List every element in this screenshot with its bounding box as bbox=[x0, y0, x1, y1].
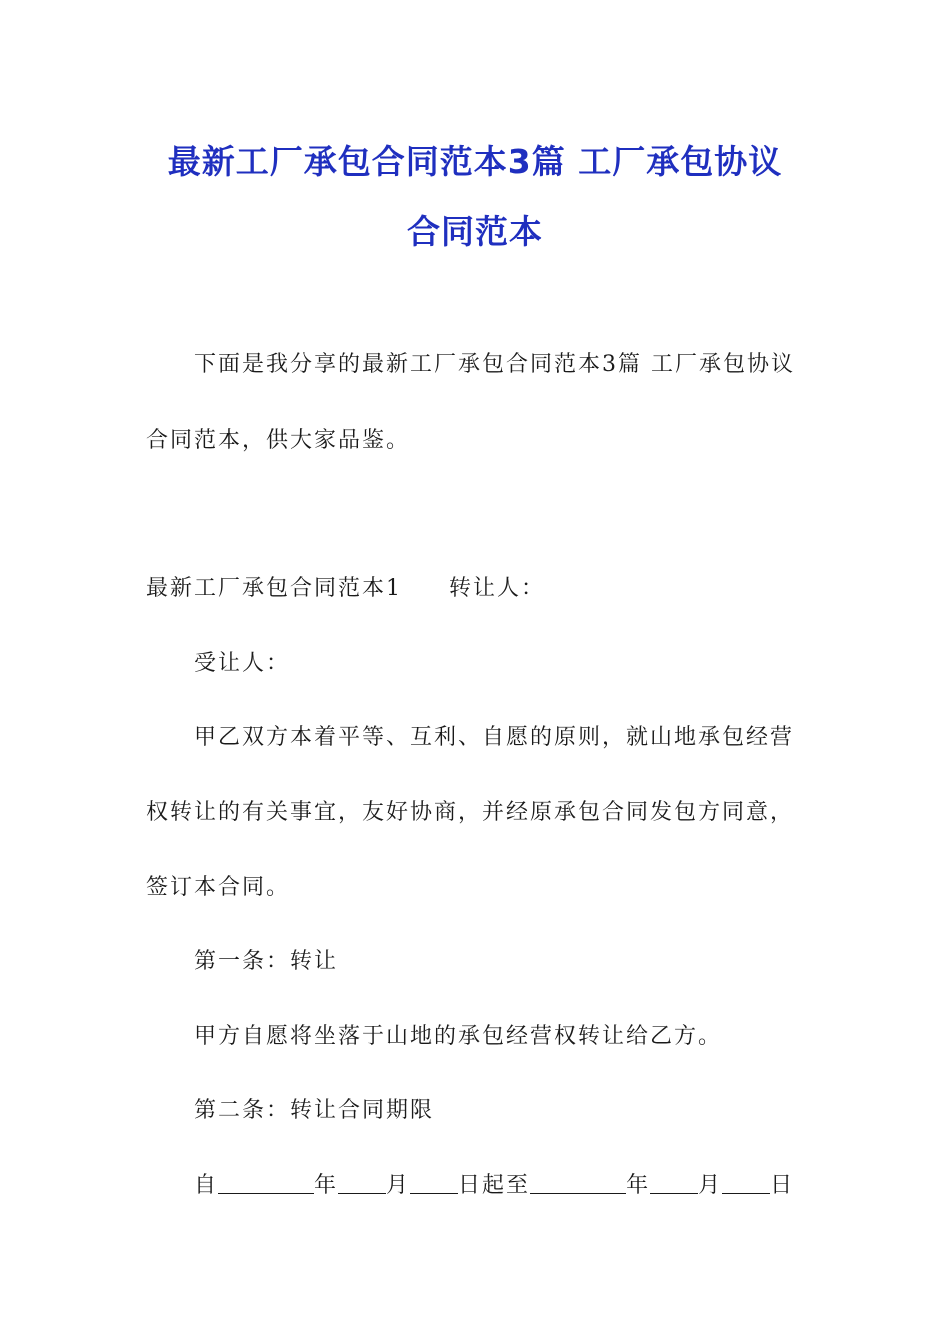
paragraph-1-line-2: 权转让的有关事宜，友好协商，并经原承包合同发包方同意， bbox=[146, 800, 795, 825]
term-day-to-text: 日起至 bbox=[458, 1173, 531, 1198]
start-day-blank bbox=[410, 1171, 458, 1194]
section-1-heading: 最新工厂承包合同范本1 bbox=[146, 576, 402, 601]
paragraph-1-line-3: 签订本合同。 bbox=[146, 875, 291, 900]
paragraph-1-line-1: 甲乙双方本着平等、互利、自愿的原则，就山地承包经营 bbox=[194, 725, 795, 750]
contract-term-line bbox=[194, 1168, 794, 1199]
term-day-text-2: 日 bbox=[770, 1173, 795, 1198]
end-day-blank bbox=[722, 1171, 770, 1194]
term-year-text-2: 年 bbox=[626, 1173, 651, 1198]
end-month-blank bbox=[650, 1171, 698, 1194]
article-1-heading: 第一条：转让 bbox=[194, 949, 339, 974]
document-title-line-2: 合同范本 bbox=[407, 212, 543, 251]
intro-paragraph-line-2: 合同范本，供大家品鉴。 bbox=[146, 428, 411, 453]
document-title-line-1: 最新工厂承包合同范本3篇 工厂承包协议 bbox=[167, 142, 783, 181]
term-month-text-2: 月 bbox=[698, 1173, 723, 1198]
article-1-text: 甲方自愿将坐落于山地的承包经营权转让给乙方。 bbox=[194, 1024, 723, 1049]
start-month-blank bbox=[338, 1171, 386, 1194]
transferee-label: 受让人： bbox=[194, 651, 291, 676]
term-year-text-1: 年 bbox=[314, 1173, 339, 1198]
term-from-text: 自 bbox=[194, 1173, 219, 1198]
transferor-label: 转让人： bbox=[449, 576, 546, 601]
article-2-heading: 第二条：转让合同期限 bbox=[194, 1098, 435, 1123]
start-year-blank bbox=[218, 1171, 314, 1194]
end-year-blank bbox=[530, 1171, 626, 1194]
term-month-text-1: 月 bbox=[386, 1173, 411, 1198]
intro-paragraph-line-1: 下面是我分享的最新工厂承包合同范本3篇 工厂承包协议 bbox=[194, 352, 795, 377]
